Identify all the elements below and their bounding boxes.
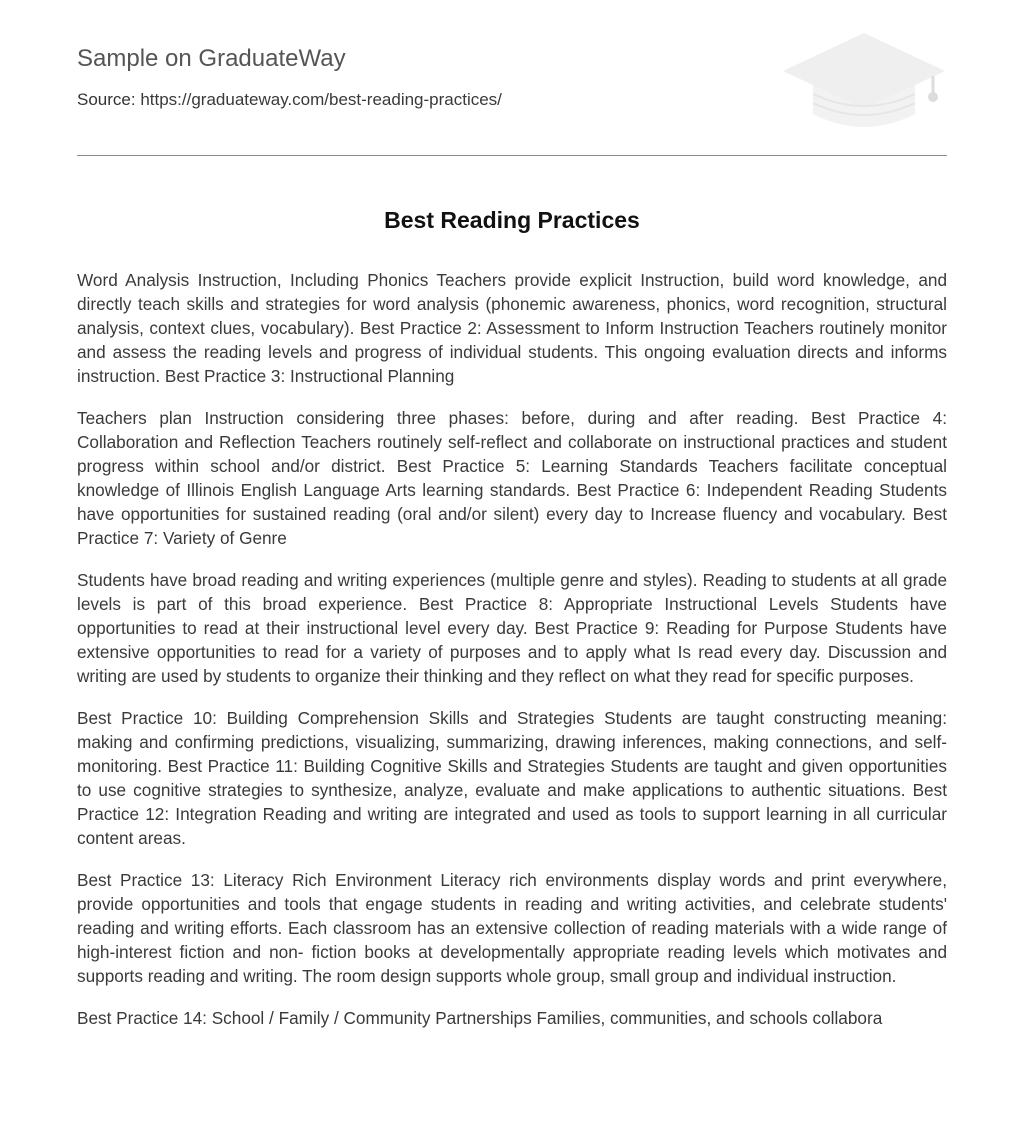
source-link[interactable]: https://graduateway.com/best-reading-practices/ xyxy=(140,90,502,109)
paragraph: Teachers plan Instruction considering three phases: before, during and after reading. Best Practice 4: Collaboration and Reflection Teachers routinely self-reflect and collaborate on instructional practices and student progress within school and/or district. Best Practice 5: Learning Standards Teachers facilitate conceptual knowledge of Illinois English Language Arts learning standards. Best Practice 6: Independent Reading Students have opportunities for sustained reading (oral and/or silent) every day to Increase fluency and vocabulary. Best Practice 7: Variety of Genre xyxy=(77,408,947,548)
source-label: Source: xyxy=(77,90,136,109)
paragraph: Word Analysis Instruction, Including Phonics Teachers provide explicit Instruction, build word knowledge, and directly teach skills and strategies for word analysis (phonemic awareness, phonics, word recognition, structural analysis, context clues, vocabulary). Best Practice 2: Assessment to Inform Instruction Teachers routinely monitor and assess the reading levels and progress of individual students. This ongoing evaluation directs and informs instruction. Best Practice 3: Instructional Planning xyxy=(77,270,947,386)
paragraph: Students have broad reading and writing experiences (multiple genre and styles). Reading to students at all grade levels is part of this broad experience. Best Practice 8: Appropriate Instructional Levels Students have opportunities to read at their instructional level every day. Best Practice 9: Reading for Purpose Students have extensive opportunities to read for a variety of purposes and to apply what Is read every day. Discussion and writing are used by students to organize their thinking and they reflect on what they read for specific purposes. xyxy=(77,570,947,686)
document-title: Best Reading Practices xyxy=(384,207,640,233)
paragraph: Best Practice 10: Building Comprehension Skills and Strategies Students are taught constructing meaning: making and confirming predictions, visualizing, summarizing, drawing inferences, making connections, and self-monitoring. Best Practice 11: Building Cognitive Skills and Strategies Students are taught and given opportunities to use cognitive strategies to synthesize, analyze, evaluate and make applications to authentic situations. Best Practice 12: Integration Reading and writing are integrated and used as tools to support learning in all curricular content areas. xyxy=(77,708,947,848)
source-line xyxy=(77,89,502,111)
document-body xyxy=(77,268,947,1048)
site-title: Sample on GraduateWay xyxy=(77,45,346,72)
graduation-cap-icon xyxy=(781,30,947,134)
page-header xyxy=(77,0,947,156)
paragraph: Best Practice 13: Literacy Rich Environment Literacy rich environments display words and print everywhere, provide opportunities and tools that engage students in reading and writing activities, and celebrate students' reading and writing efforts. Each classroom has an extensive collection of reading materials with a wide range of high-interest fiction and non- fiction books at developmentally appropriate reading levels which motivates and supports reading and writing. The room design supports whole group, small group and individual instruction. xyxy=(77,870,947,986)
paragraph: Best Practice 14: School / Family / Community Partnerships Families, communities, and schools collabora xyxy=(77,1008,883,1028)
